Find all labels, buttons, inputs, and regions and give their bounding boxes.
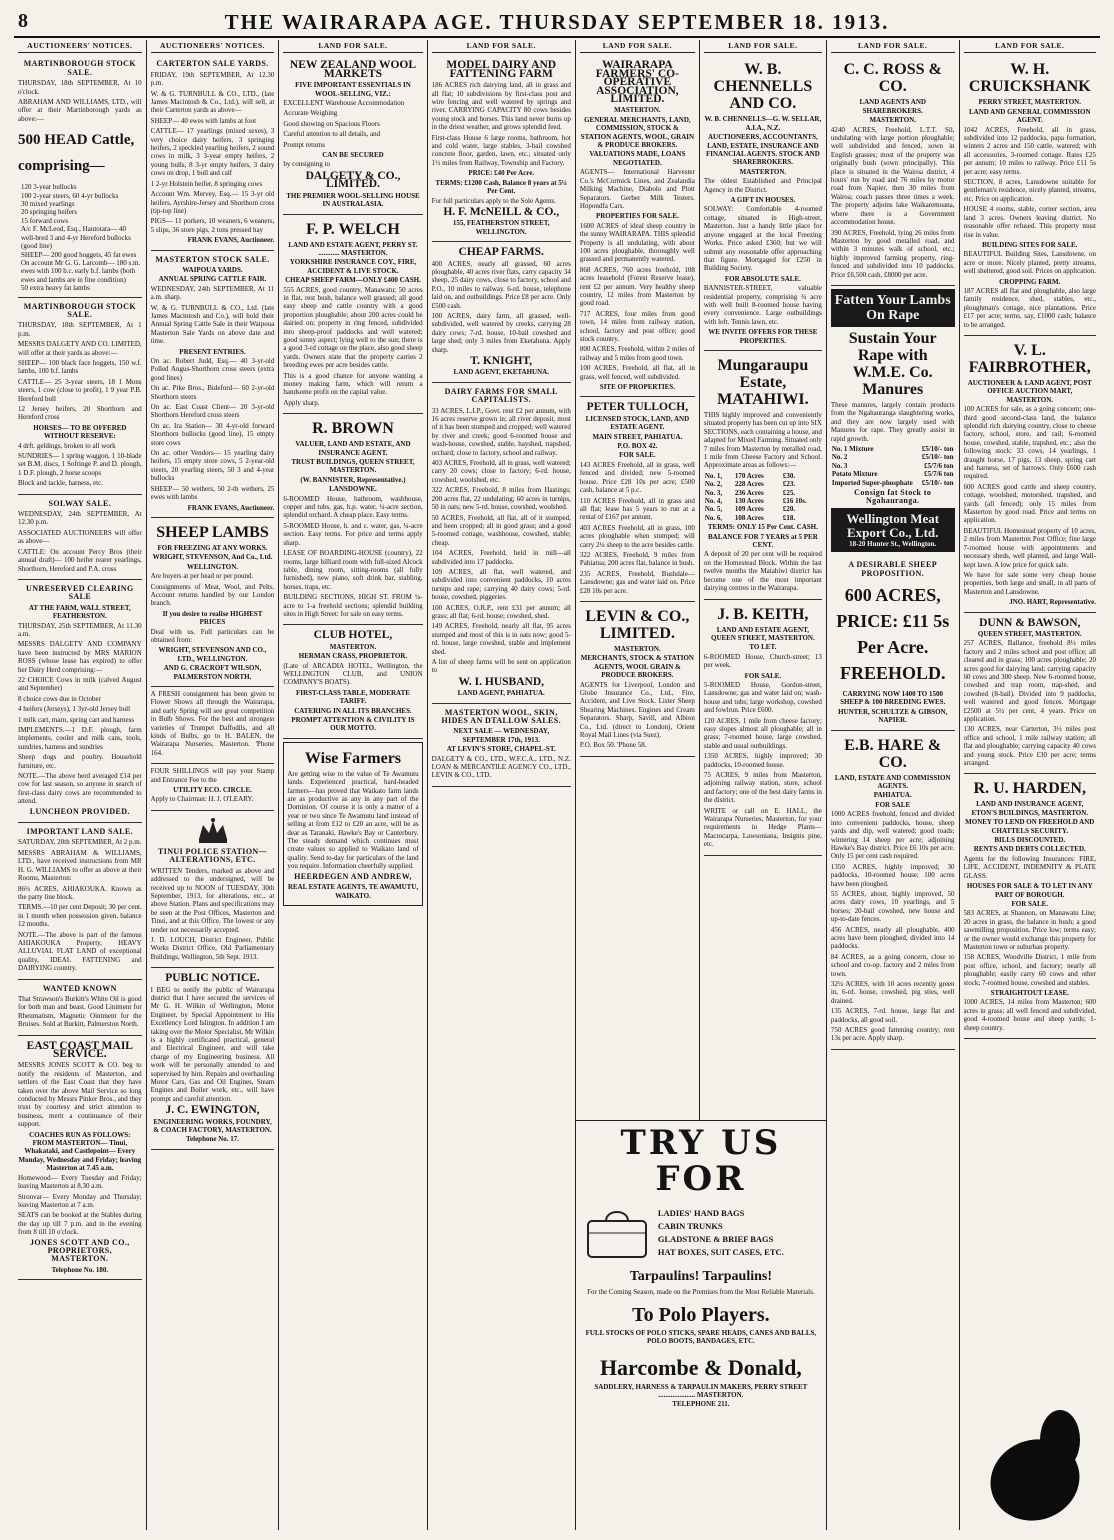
masthead <box>14 10 1100 38</box>
ad-wanted-known: WANTED KNOWN That Strawson's Burkitt's White Oil is good for both man and beast. Good Liniment for Rheumatism, Magnetic Ointment for the Bruises. Sold at Burkitt, Palmerston North. <box>18 980 142 1036</box>
ad-title: MARTINBOROUGH STOCK SALE. <box>23 59 136 77</box>
table-row <box>704 505 822 513</box>
column-1 <box>14 40 147 1530</box>
ad-tinui-police: TINUI POLICE STATION—ALTERATIONS, ETC. WRITTEN Tenders, marked as above and addressed to the undersigned, will be received up to NOON of TUESDAY, 30th September, 1913, for alterations, etc., at above Station. Plans and specifications may be seen at the Post Offices, Masterton and Tinui, and at this Office. The lowest or any tender not necessarily accepted. J. D. LOUCH, District Engineer, Public Works District Office, Old Parliamentary Buildings, Wellington, 5th Sept. 1913. <box>151 811 275 968</box>
ad-title: PUBLIC NOTICE. <box>165 972 260 985</box>
table-cell: No. 1, <box>704 471 723 480</box>
ad-title: W. B. CHENNELLS AND CO. <box>713 61 813 113</box>
table-row <box>831 462 955 470</box>
ad-fairbrother: V. L. FAIRBROTHER, AUCTIONEER & LAND AGENT, POST OFFICE AUCTION MART, MASTERTON. 100 ACRES for sale, as a going concern; one-third good second-class land, the balance splendid rich dairying country, close to cheese factory, school, store, and rail; 6-roomed house, cowshed, stable, trapshed, etc.; also the following stock: 33 cows, 14 yearlings, 1 draught horse, 17 pigs, 13 sheep, spring cart and harness, set of harrows. Only £600 cash required. 600 ACRES good cattle and sheep country, cottage, woolshed, motorshed, trapshed, and yards (all fenced); only 15 miles from Masterton by good road. Price and terms on application. BEAUTIFUL Homestead property of 10 acres, 2 miles from Masterton Post Office; fine large 7-roomed house with appointments and necessary sheds, well planted, and large Wall-kept lawn. A low price for quick sale. We have for sale some very cheap house properties, both large and small, in all parts of Masterton and Lansdowne. JNO. HART, Representative. <box>964 336 1096 613</box>
column-heading: LAND FOR SALE. <box>432 40 571 53</box>
ad-title: WAIRARAPA FARMERS' CO-OPERATIVE ASSOCIATION, LIMITED. <box>595 59 679 106</box>
ad-clearing-sale: UNRESERVED CLEARING SALE AT THE FARM, WALL STREET, FEATHERSTON. THURSDAY, 25th SEPTEMBER, At 11.30 a.m. MESSRS DALGETY AND COMPANY have been instructed by MRS MARION ROSS (whose lease has expired) to offer her Dairy Herd comprising:— 22 CHOICE Cows in milk (calved August and September) 8 choice cows due in October 4 heifers (Jerseys), 1 3yr-old Jersey bull 1 milk cart, marn, spring cart and harness IMPLEMENTS.—1 D.F. plough, farm implements, cooler and milk cans, tools, sundries, harness and sundries Sheep dogs and poultry. Household furniture, etc. NOTE.—The above herd averaged £14 per cow for last season, so anyone in search of first-class dairy cows are recommended to attend. LUNCHEON PROVIDED. <box>18 580 142 823</box>
table-cell: 130 Acres <box>734 497 764 506</box>
ad-title: SHEEP LAMBS <box>156 523 269 541</box>
table-cell: Imported Super-phosphate <box>831 478 913 487</box>
ad-utility-circle: FOUR SHILLINGS will pay your Stamp and Entrance Fee to the UTILITY ECO. CIRCLE. Apply to Chairman: H. J. O'LEARY. <box>151 764 275 811</box>
ad-title: W. H. CRUICKSHANK <box>968 61 1091 96</box>
ad-carterton-sale-yards: CARTERTON SALE YARDS. FRIDAY, 19th SEPTEMBER, At 12.30 p.m. W. & G. TURNBULL & CO., LTD., (late James Macintosh & Co., Ltd.), will sell, at their Carterton yards as above— SHEEP— 40 ewes with lambs at foot CATTLE— 17 yearlings (mixed sexes), 3 very choice dairy heifers, 3 springing heifers, 2 speckled yearling heifers, 2 sound cows in milk, 3 3-year empty heifers, 2 young bulls, 8 3-yr empty heifers, 3 dairy cows on drop, 1 bull and calf 1 2-yr Holstein heifer, 8 springing cows Account Wm. Mervey, Esq.— 15 3-yr old heifers, Ayrshire-Jersey and Shorthorn cross (tip-top line) PIGS— 11 porkers, 10 weaners, 6 weaners, 5 slips, 36 store pigs, 2 tons pressed hay FRANK EVANS, Auctioneer. <box>151 55 275 250</box>
newspaper-title: THE WAIRARAPA AGE. THURSDAY SEPTEMBER 18. 1913. <box>224 10 890 34</box>
table-cell: £30. <box>782 471 796 480</box>
ad-jb-keith: J. B. KEITH, LAND AND ESTATE AGENT, QUEEN STREET, MASTERTON. TO LET. 6-ROOMED House, Church-street; 13 per week. FOR SALE. 5-ROOMED House, Gordon-street, Lansdowne; gas and water laid on; wash-house and tubs; large workshop, cowshed and fowlrun. Price £600. 120 ACRES, 1 mile from cheese factory; easy slopes almost all ploughable; all in grass; 7-roomed house, large cowshed, stable and usual outbuildings. 1350 ACRES, highly improved; 30 paddocks, 10-roomed house. 75 ACRES, 9 miles from Masterton, adjoining railway station, store, school and factory; one of the best dairy farms in the district. WRITE or call on E. HALL, the Wairarapa Nurseries, Masterton, for your requirements in Hedge Plants—Macrocarpa, Lawsoniana, Insignis pine, etc. <box>704 600 822 856</box>
ad-chennells: W. B. CHENNELLS AND CO. W. B. CHENNELLS—G. W. SELLAR, A.I.A., N.Z. AUCTIONEERS, ACCOUNTANTS, LAND, ESTATE, INSURANCE AND FINANCIAL AGENTS. STOCK AND SHAREBROKERS. MASTERTON. The oldest Established and Principal Agency in the District. A GIFT IN HOUSES. SOLWAY: Comfortable 4-roomed cottage, situated in High-street, Masterton. Just a handy little place for anyone engaged at the local Freezing Works. Price asked £360; but we will submit any reasonable offer approaching that figure. Mortgaged for £250 in Building Society. FOR ABSOLUTE SALE. BANNISTER-STREET, valuable residential property, comprising ¾ acre with well built 8-roomed house having every convenience. Large outbuildings with loft. Tennis lawn, etc. WE INVITE OFFERS FOR THESE PROPERTIES. <box>704 55 822 351</box>
ad-cc-ross: C. C. ROSS & CO. LAND AGENTS AND SHAREBROKERS. MASTERTON. 4240 ACRES, Freehold, L.T.T. Sil, undulating with large portion ploughable; well subdivided and fenced, sown in English grasses; most of the property was originally bush (sown principally). This place is situated in the Wairoa district, 4 hours' run by road and 76 miles by motor road from Napier, then 30 miles from Wairoa; coach passes three times a week. The property adjoins lake Waikaremoana, where there is a Government accommodation house. 390 ACRES, Freehold, lying 26 miles from Masterton by good metalled road, and within 3 minutes walk of school, etc.; highly improved farming property, ring-fenced and subdivided into 10 paddocks. Price £6,500 cash, £8000 per acre. <box>831 55 955 286</box>
table-row <box>704 514 822 522</box>
table-row <box>704 489 822 497</box>
ad-fp-welch: F. P. WELCH LAND AND ESTATE AGENT, PERRY ST. ............ MASTERTON. YORKSHIRE INSURANCE COY., FIRE, ACCIDENT & LIVE STOCK. CHEAP SHEEP FARM—ONLY £400 CASH. 555 ACRES, good country, Manawatu; 50 acres in flat, rest bush, balance well grassed; all good easy sheep and cattle country with a good proportion ploughable; about 200 acres could be dairied on; property in ring fenced, subdivided into sheep-proof paddocks and well watered; good sunny aspect; lying well to the sun; there is a good 3-rd cottage on the place, also good sheep yards. Owners state that the property carries 2 breeding ewes per acre besides cattle. This is a good chance for anyone wanting a money making farm, which will return a handsome profit on the capital value. Apply sharp. <box>283 215 422 415</box>
ad-sheep-lambs: SHEEP LAMBS FOR FREEZING AT ANY WORKS. WRIGHT, STEVENSON, And Co., Ltd. WELLINGTON. Are buyers at per head or per pound. Consignments of Meat, Wool, and Pelts. Account returns handled by our London branch. If you desire to realise HIGHEST PRICES Deal with us. Full particulars can be obtained from: WRIGHT, STEVENSON AND CO., LTD., WELLINGTON. AND G. CRACROFT WILSON, PALMERSTON NORTH. <box>151 518 275 687</box>
table-cell: £23. <box>782 480 796 489</box>
table-cell: £25. <box>782 488 796 497</box>
ad-title: EAST COAST MAIL SERVICE. <box>26 1039 133 1060</box>
ad-title: NEW ZEALAND WOOL MARKETS <box>289 59 417 80</box>
ad-title: CLUB HOTEL, <box>313 629 393 642</box>
ad-title: CHEAP FARMS. <box>458 246 544 259</box>
table-cell: £18. <box>782 513 796 522</box>
ad-title: LUNCHEON PROVIDED. <box>29 806 130 816</box>
column-heading: LAND FOR SALE. <box>704 40 822 53</box>
column-heading: AUCTIONEERS' NOTICES. <box>151 40 275 53</box>
table-row <box>704 472 822 480</box>
ad-land-sale: IMPORTANT LAND SALE. SATURDAY, 20th SEPTEMBER, At 2 p.m. MESSRS ABRAHAM & WILLIAMS, LTD., have received instructions from MR H. G. WILLIAMS to offer as above at their Rooms, Masterton: 86½ ACRES, AHIAKOUKA. Known as the party line block. TERMS.—10 per cent Deposit; 30 per cent. in 1 month when possession given, balance 12 months. NOTE.—The above is part of the famous AHIAKOUKA Property, HEAVY ALLUVIAL FLAT LAND of exceptional quality, IDEAL FATTENING and DAIRYING country. <box>18 823 142 980</box>
column-heading: LAND FOR SALE. <box>831 40 955 53</box>
table-cell: £5/7/6 ton <box>924 470 954 479</box>
try-us-headline: TRY US FOR <box>620 1123 782 1199</box>
ad-title: MARTINBOROUGH STOCK SALE. <box>23 301 136 319</box>
ad-title: F. P. WELCH <box>306 220 400 238</box>
ad-title: DAIRY FARMS FOR SMALL CAPITALISTS. <box>444 386 558 405</box>
column-5 <box>576 40 700 1120</box>
ad-east-coast-mail: EAST COAST MAIL SERVICE. MESSRS JONES SCOTT & CO. beg to notify the residents of Masterton, and settlers of the East Coast that they have taken over the above Mail Service so long conducted by Messrs Pinker Bros., and they trust by courtesy and strict attention to business, merit a continuance of their support. COACHES RUN AS FOLLOWS: FROM MASTERTON— Tinui, Whakataki, and Castlepoint— Every Monday, Wednesday and Friday; leaving Masterton at 7.45 a.m. Homewood— Every Tuesday and Friday; leaving Masterton at 8.30 a.m. Stronvar— Every Monday and Thursday; leaving Masterton at 7 a.m. SEATS can be booked at the Stables during the day up till 7 p.m. and in the evening from 8 till 10 o'clock. JONES SCOTT AND CO., PROPRIETORS, MASTERTON. Telephone No. 180. <box>18 1036 142 1281</box>
column-3 <box>279 40 427 1530</box>
table-cell: £5/10/- ton <box>921 444 954 453</box>
ad-tarpaulins: TRY US FOR LADIES' HAND BAGS CABIN TRUNKS GLADSTONE & BRIEF BAGS HAT BOXES, SUIT CASES, ETC. Tarpaulins! Tarpaulins! For the Coming Season, made on the Premises from the Most Reliable Materials. To Polo Players. FULL STOCKS OF POLO STICKS, SPARE HEADS, CANES AND BALLS, POLO BOOTS, BANDAGES, ETC. Harcombe & Donald, SADDLERY, HARNESS & TARPAULIN MAKERS, PERRY STREET ..................... MASTERTON. TELEPHONE 211. <box>576 1120 826 1530</box>
ad-title: MODEL DAIRY AND FATTENING FARM <box>446 59 557 80</box>
table-cell: £5/10/- ton <box>921 453 954 462</box>
ad-wairarapa-farmers: WAIRARAPA FARMERS' CO-OPERATIVE ASSOCIATION, LIMITED. MASTERTON. GENERAL MERCHANTS, LAND, COMMISSION, STOCK & STATION AGENTS, WOOL, GRAIN & PRODUCE BROKERS. VALUATIONS MADE, LOANS NEGOTIATED. AGENTS— International Harvester Co.'s McCormick Lines, and Zealandia Milking Machine, Diabolo and Plott Separators. Gerber Milk Testers. Hopondfa Cars. PROPERTIES FOR SALE. 1600 ACRES of ideal sheep country in the sunny WAIRARAPA. THIS splendid Property is all undulating, with about 100 acres ploughable, thoroughly well grassed and permanently watered. 868 ACRES, 760 acres freehold, 108 acres leasehold (Forest Reserve lease), rent £2 per annum. Very healthy sheep country, 12 miles from Masterton by good road. 717 ACRES, four miles from good town, 14 miles from railway station, school, factory and post office; good stock country. 800 ACRES, Freehold, within 2 miles of railway and 5 miles from good town. 100 ACRES, Freehold, all flat, all in grass, well fenced, well subdivided. SITE OF PROPERTIES. <box>580 55 695 397</box>
table-row <box>831 453 955 461</box>
ad-title: TINUI POLICE STATION—ALTERATIONS, ETC. <box>158 846 268 865</box>
ad-club-hotel: CLUB HOTEL, MASTERTON. HERMAN CRASS, PROPRIETOR. (Late of ARCADIA HOTEL, Wellington, the WELLINGTON CLUB, and UNION COMPANY'S BOATS). FIRST-CLASS TABLE, MODERATE TARIFF. CATERING IN ALL ITS BRANCHES. PROMPT ATTENTION & CIVILITY IS OUR MOTTO. <box>283 625 422 738</box>
ad-sheep-proposition: A DESIRABLE SHEEP PROPOSITION. 600 ACRES, PRICE: £11 5s Per Acre. FREEHOLD. CARRYING NOW 1400 TO 1500 SHEEP & 100 BREEDING EWES. HUNTER, SCHULTZE & GIBSON, NAPIER. <box>831 556 955 730</box>
ad-wool-markets: NEW ZEALAND WOOL MARKETS FIVE IMPORTANT ESSENTIALS IN WOOL-SELLING, VIZ.: EXCELLENT Warehouse Accommodation Accurate Weighing Good showing on Spacious Floors Careful attention to all details, and Prompt returns CAN BE SECURED by consigning to DALGETY & CO., LIMITED. THE PREMIER WOOL-SELLING HOUSE IN AUSTRALASIA. <box>283 55 422 214</box>
table-cell: 170 Acres <box>734 471 764 480</box>
table-cell: £5/10/- ton <box>921 478 954 487</box>
table-row <box>831 479 955 487</box>
ad-levin-co: LEVIN & CO., LIMITED. MASTERTON. MERCHANTS, STOCK & STATION AGENTS, WOOL GRAIN & PRODUCE BROKERS. AGENTS for Liverpool, London and Globe Insurance Co., Ltd., Fire, Accident, and Live Stock. Lister Sheep Shearing Machines. Engines and Cream Separators. Sharp, Savill, and Albion Co., Ltd. (direct to London), Orient Royal Mail Lines (via Suez). P.O. Box 50. 'Phone 58. <box>580 602 695 757</box>
table-cell: Potato Mixture <box>831 470 878 479</box>
ad-title: SOLWAY SALE. <box>48 498 112 508</box>
column-heading: LAND FOR SALE. <box>580 40 695 53</box>
bag-icon <box>582 1203 652 1263</box>
ad-harden: R. U. HARDEN, LAND AND INSURANCE AGENT, ETON'S BUILDINGS, MASTERTON. MONEY TO LEND ON FREEHOLD AND CHATTELS SECURITY. BILLS DISCOUNTED. RENTS AND DEBTS COLLECTED. Agents for the following Insurances: FIRE, LIFE, ACCIDENT, INDEMNITY & PLATE GLASS. HOUSES FOR SALE & TO LET IN ANY PART OF BOROUGH. FOR SALE. 583 ACRES, at Shannon, on Manawatu Line; 20 acres in grass, the balance in bush; a good sawmilling proposition. Price low; terms easy; or the owner would exchange this property for Masterton town or suburban property. 158 ACRES, Woodville District, 1 mile from post office, school, and factory; nearly all ploughable; easily carry 60 cows and other stock; 7-roomed house, cowshed and stables. STRAIGHTOUT LEASE. 1000 ACRES, 14 miles from Masterton; 600 acres in grass; all well fenced and subdivided, good 4-roomed house and sheep yards; 1-sheep country. <box>964 774 1096 1039</box>
table-cell: 236 Acres <box>734 488 764 497</box>
table-cell: 109 Acres <box>734 505 764 514</box>
table-cell: £20. <box>782 505 796 514</box>
ad-title: Wise Farmers <box>304 749 402 767</box>
table-row <box>831 470 955 478</box>
ad-title: PETER TULLOCH, <box>586 401 689 414</box>
column-4 <box>428 40 576 1530</box>
columns-5-6 <box>576 40 827 1530</box>
ad-wise-farmers: Wise Farmers Are getting wise to the value of Te Awamutu lands. Experienced practical, hard-headed farmers—has proved that Waikato farm lands are as productive as any in any part of the Dominion. Of course it is only a matter of a year or two since Te Awamutu land instead of selling at from £12 to £20 an acre, will be as dear as Taranaki, Hawke's Bay or Canterbury. The steady demand which continues must create values so applied to Waikato land of quality. Send to-day for particulars of the land you require. Information cheerfully supplied. HEERDEGEN AND ANDREW, REAL ESTATE AGENTS, TE AWAMUTU, WAIKATO. <box>283 742 422 906</box>
table-row <box>831 445 955 453</box>
ad-title: J. B. KEITH, <box>717 605 809 623</box>
ad-title: DUNN & BAWSON, <box>979 616 1081 629</box>
crown-logo-icon <box>193 817 233 845</box>
table-cell: £16 10s. <box>782 497 807 506</box>
ad-title: V. L. FAIRBROTHER, <box>968 341 1091 376</box>
ad-model-dairy-farm: MODEL DAIRY AND FATTENING FARM 186 ACRES rich dairying land, all in grass and all flat; 10 subdivisions by first-class post and wire fencing and well watered by springs and river. CARRYING CAPACITY 80 cows besides young stock and horses. This land never burns up in the driest weather, and grows splendid feed. First-class House 6 large rooms, bathroom, hot and cold water, large stables, 3-bail cowshed concrete floor, garden, lawn, etc.; situated only 1½ miles from Railway, Township and Factory. PRICE: £40 Per Acre. TERMS: £1200 Cash, Balance 8 years at 5¼ Per Cent. For full particulars apply to the Sole Agents. H. F. McNEILL & CO., 155, FEATHERSTON STREET, WELLINGTON. <box>432 55 571 242</box>
ad-martinborough-stock-1: MARTINBOROUGH STOCK SALE. THURSDAY, 18th SEPTEMBER, At 10 o'clock. ABRAHAM AND WILLIAMS, LTD., will offer at their Martinborough yards as above:— 500 HEAD Cattle, comprising— 120 3-year bullocks 100 2-year steers, 60 4-yr bullocks 30 mixed yearlings 20 springing heifers 15 forward cows A/c F. McLeod, Esq., Hautotara— 40 well-bred 3 and 4-yr Hereford bullocks (good line) SHEEP— 200 good hoggets, 45 fat ewes On account Mr G. G. Larcomb— 180 s.m. ewes with 100 b.c. early b.f. lambs (both ewes and lambs are in fine condition) 50 extra heavy fat lambs <box>18 55 142 297</box>
ad-wool-skin-sales: MASTERTON WOOL, SKIN, HIDES AN DTALLOW SALES. NEXT SALE — WEDNESDAY, SEPTEMBER 17th, 1913. AT LEVIN'S STORE, CHAPEL-ST. DALGETY & CO., LTD., W.F.C.A., LTD., N.Z. LOAN & MERCANTILE AGENCY CO., LTD., LEVIN & CO., LTD. <box>432 704 571 787</box>
table-row <box>704 497 822 505</box>
columns <box>14 40 1100 1530</box>
column-6 <box>700 40 826 1120</box>
ad-title: E.B. HARE & CO. <box>844 736 942 771</box>
ad-peter-tulloch: PETER TULLOCH, LICENSED STOCK, LAND, AND ESTATE AGENT. MAIN STREET, PAHIATUA. P.O. BOX 42. FOR SALE. 143 ACRES Freehold, all in grass, well fenced and divided; new 5-roomed house. Price £28 10s per acre; £500 cash, balance at 5 p.c. 110 ACRES Freehold, all in grass and all flat; lease has 5 years to run at a rental of £167 per annum. 403 ACRES Freehold, all in grass, 100 acres ploughable when stumped; will carry 2¼ sheep to the acre besides cattle. 322 ACRES, Freehold, 9 miles from Pahiatua; 200 acres flat, balance in bush. 235 ACRES, Freehold, Bushdale—Lansdowne; gas and water laid on. Price £28 10s per acre. <box>580 397 695 602</box>
table-cell: No. 1 Mixture <box>831 444 874 453</box>
ad-title: R. BROWN <box>312 420 394 438</box>
ad-cruickshank: W. H. CRUICKSHANK PERRY STREET, MASTERTON. LAND AND GENERAL COMMISSION AGENT. 1042 ACRES, Freehold, all in grass, subdivided into 12 paddocks, papa formation, winters 2 acres and 150 cattle, watered; with all accessories, 3-roomed cottage. Rates £25 per annum; 10 miles to railway. Price £11 5s per acre; easy terms. SECTION, 8 acres, Lansdowne suitable for gentleman's residence, nicely planted, streams, etc. Price on application. HOUSE 4 rooms, stable, corner section, area land 3 acres. Owners leaving district. No reasonable offer refused. This property must rise in value. BUILDING SITES FOR SALE. BEAUTIFUL Building Sites, Lansdowne, on acre or more. Nicely planted, pretty streams, well sheltered, good soil. Prices on application. CROPPING FARM. 187 ACRES all flat and ploughable, also large family residence, shed, stables, etc., ploughman's cottage, nice plantations. Price £17 per acre; terms, say, £1000 cash; balance to be arranged. <box>964 55 1096 336</box>
ad-title: CARTERTON SALE YARDS. <box>156 59 269 69</box>
table-cell: No. 6, <box>704 513 723 522</box>
ad-eb-hare: E.B. HARE & CO. LAND, ESTATE AND COMMISSION AGENTS. PAHIATUA. FOR SALE 1000 ACRES freehold, fenced and divided into convenient paddocks, house, sheep yards and dip, well watered; good roads; wintering 14 sheep per acre; adjoining Hawke's Bay district. Price £6 10s per acre. Only 15 per cent cash required. 1350 ACRES, highly improved; 30 paddocks, 10-roomed house; 100 acres have been ploughed. 55 ACRES, about, highly improved, 50 acres dairy cows, 10 yearlings, and 5 horses; 20-bail cowshed, new house and up-to-date fences. 456 ACRES, nearly all ploughable, 400 acres have been ploughed, divided into 14 paddocks. 84 ACRES, as a going concern, close to school and co-op. factory and 2 miles from town. 32¼ ACRES, with 10 acres recently green in, 6-rd. house, cowshed, pig sties, well drained. 135 ACRES, 7-rd. house, large flat and paddocks, all good soil. 750 ACRES good fattening country; rent 13s per acre. Apply sharp. <box>831 731 955 1050</box>
table-cell: No. 3, <box>704 488 723 497</box>
ad-fatten-lambs: Fatten Your Lambs On Rape Sustain Your Rape with W.M.E. Co. Manures These manures, largely contain products from the Ngahauranga slaughtering works, and they are now largely used with Manures for rape. They greatly assist in rapid growth. No. 1 Mixture £5/10/- ton No. 2 £5/10/- ton No. 3 £5/7/6 ton Potato Mixture £5/7/6 ton Imported Super-phosphate £5/10/- ton Consign fat Stock to Ngahauranga. Wellington Meat Export Co., Ltd. 18-20 Hunter St., Wellington. <box>831 286 955 556</box>
ad-title: LEVIN & CO., LIMITED. <box>585 607 690 642</box>
ad-title: IMPORTANT LAND SALE. <box>26 827 133 837</box>
ad-solway-sale: SOLWAY SALE. WEDNESDAY, 24th SEPTEMBER, At 12.30 p.m. ASSOCIATED AUCTIONEERS will offer as above— CATTLE: On account Percy Bros (their annual draft)— 100 heifer rearer yearlings, Shorthorn, Hereford and P.A. cross <box>18 495 142 580</box>
ad-title: WANTED KNOWN <box>42 983 117 993</box>
table-cell: £5/7/6 ton <box>924 461 954 470</box>
table-cell: No. 2 <box>831 453 848 462</box>
column-2 <box>147 40 280 1530</box>
table-cell: No. 2, <box>704 480 723 489</box>
ad-title: A DESIRABLE SHEEP PROPOSITION. <box>848 560 938 578</box>
ink-blot-icon <box>1040 1410 1080 1470</box>
ad-masterton-stock-sale: MASTERTON STOCK SALE. WAIPOUA YARDS. ANNUAL SPRING CATTLE FAIR. WEDNESDAY, 24th SEPTEMBER, At 11 a.m. sharp. W. & G. TURNBULL & CO., Ltd. (late James Macintosh and Co.), will hold their Annual Spring Cattle Sale in their Waipoua Masterton Sale Yards on above date and time. PRESENT ENTRIES. On ac. Robert Judd, Esq.— 40 3-yr-old Polled Angus-Shorthorn cross steers (extra good lines) On ac. Pike Bros., Bideford— 60 2-yr-old Shorthorn steers On ac. East Coast Client— 20 3-yr-old Shorthorn Hereford cross steers On ac. Ira Station— 30 4-yr-old forward Shorthorn bullocks (good line), 15 empty store cows On ac. other Vendors— 15 yearling dairy heifers, 15 empty store cows, 5 2-year-old steers, 20 yearling steers, 50 3 and 4-year bullocks SHEEP— 50 wethers, 50 2-th wethers, 25 ewes with lambs FRANK EVANS, Auctioneer. <box>151 251 275 518</box>
table-cell: No. 5, <box>704 505 723 514</box>
table-cell: 228 Acres <box>734 480 764 489</box>
column-7 <box>827 40 960 1530</box>
ad-dairy-farms-small-capitalists: DAIRY FARMS FOR SMALL CAPITALISTS. 33 ACRES, L.I.P., Govt. rent £2 per annum, with 16 acres reserve grown in; all river deposit, most of it has been stumped and cropped; well watered by river and creek; good 6-roomed house and wash-house, cowshed, stable, hayshed, trapshed, orchard; close to factory, school and railway. 403 ACRES, Freehold, all in grass, well watered; carry 20 cows; close to factory; 6-rd. house, cowshed, woolshed, etc. 322 ACRES, Freehold, 8 miles from Hastings; 200 acres flat, 22 undulating; 60 acres in turnips, 50 in oats; new 5-rd. house, cowshed, woolshed. 50 ACRES, Freehold, all flat, all of it stumped, and been cropped; all in good grass; and a good 5-roomed cottage, washhouse, cowshed, stable; cheap. 104 ACRES, Freehold, held in mill—all subdivided into 17 paddocks. 109 ACRES, all flat, well watered, and subdivided into convenient paddocks, 10 acres turnips and rape; carrying 40 dairy cows; 5-rd. house, cowshed, piggeries. 100 ACRES, O.R.P., rent £31 per annum; all grass; all flat; 6-rd. house; cowshed, shed. 149 ACRES, Freehold, nearly all flat, 95 acres stumped and most of this is in oats now; good 5-rd. house, large cowshed, stable and implement shed. A list of sheep farms will be sent on application to W. I. HUSBAND, LAND AGENT, PAHIATUA. <box>432 383 571 704</box>
ad-title: Fatten Your Lambs On Rape <box>834 292 951 323</box>
ad-title: MASTERTON STOCK SALE. <box>155 254 270 264</box>
ad-dunn-bawson: DUNN & BAWSON, QUEEN STREET, MASTERTON. 257 ACRES, Ballance, freehold 8½ miles factory and 2 miles school and post office; all cleared and in grass; 100 acres ploughable; 20 acres good for dairying land; carrying capacity 60 cows and 300 sheep. New 6-roomed house, cowshed and trap room, trap-shed, and cowshed (8-bail). Divided into 9 paddocks, well watered and good fences. Mortgage £2500 at 5½ per cent, 4 years. Price on application. 130 ACRES, near Carterton, 3½ miles post office and school, 1 mile railway station; all flat and ploughable; carrying capacity 40 cows and young stock. Price £30 per acre; terms arranged. <box>964 613 1096 775</box>
table-row <box>704 480 822 488</box>
ad-martinborough-stock-2: MARTINBOROUGH STOCK SALE. THURSDAY, 18th SEPTEMBER, At 1 p.m. MESSRS DALGETY AND CO. LIMITED, will offer at their yards as above:— SHEEP— 100 black face hoggets, 150 w.f. lambs, 100 b.f. lambs CATTLE— 25 3-year steers, 18 1 Mons steers, 1 cow (close to profit), 1 9 year P.B. Hereford bull 12 Jersey heifers, 20 Shorthorn and Hereford cross HORSES— TO BE OFFERED WITHOUT RESERVE: 4 drft. geldings, broken to all work SUNDRIES— 1 spring waggon, 1 10-blade set B.M. discs, 1 Sofringe P. and D. plough, 1 D.F. plough, 2 horse scoops Block and tackle, harness, etc. <box>18 298 142 495</box>
table-cell: No. 4, <box>704 497 723 506</box>
column-heading: LAND FOR SALE. <box>283 40 422 53</box>
estate-sections-table <box>704 472 822 522</box>
ad-mungaraupu-estate: Mungaraupu Estate, MATAHIWI. THIS highly improved and conveniently situated property has been cut up into SIX SECTIONS, each containing a house, and adapted for Mixed Farming. Situated only 7 miles from Masterton by metalled road, 1 mile from Cheese Factory and School. Approximate areas as follows:— No. 1, 170 Acres £30. No. 2, 228 Acres £23. No. 3, 236 Acres £25. No. 4, 130 Acres £16 10s. No. 5, 109 Acres £20. No. 6, 108 Acres £18. TERMS: ONLY 15 Per Cent. CASH. BALANCE FOR 7 YEARS at 5 PER CENT. A deposit of 20 per cent will be required on the Homestead Block. Within the last twelve months the Matahiwi district has become one of the most important dairying centres in the Wairarapa. <box>704 351 822 600</box>
ad-title: MASTERTON WOOL, SKIN, HIDES AN DTALLOW SALES. <box>441 707 562 726</box>
ad-bulbs: A FRESH consignment has been given to Flower Shows all through the Wairarapa, and early Spring will see great competition in Bulb Shows. For the best and strongest varieties of Trumpet Daffodils, and all kinds of Bulbs, go to H. BALEN, the Wairarapa Nurseries, Masterton. 'Phone 164. <box>151 687 275 764</box>
column-heading: AUCTIONEERS' NOTICES. <box>18 40 142 53</box>
page-number: 8 <box>18 10 28 32</box>
manure-price-table <box>831 445 955 487</box>
ad-title: UNRESERVED CLEARING SALE <box>26 583 134 602</box>
table-cell: No. 3 <box>831 461 848 470</box>
ad-title: Mungaraupu Estate, MATAHIWI. <box>717 356 809 408</box>
ad-public-notice: PUBLIC NOTICE. I BEG to notify the public of Wairarapa district that I have secured the services of Mr G. H. Wilkin of Wellington, Motor Engineer, by Special Appointment to His Excellency Lord Islington. In addition I am taking over the Motor Specialist, Mr Wilkin is a highly certificated practical, general and Electrical Engineer, and will take charge of my Engineering business. All work will be personally attended to and supervised by him. Repairs and overhauling Motor Cars, Gas and Oil Engines, Steam Engines and Boiler work, etc., will have prompt and careful attention. J. C. EWINGTON, ENGINEERING WORKS, FOUNDRY, & COACH FACTORY, MASTERTON. Telephone No. 17. <box>151 968 275 1150</box>
ad-title: R. U. HARDEN, <box>973 780 1086 798</box>
column-8 <box>960 40 1100 1530</box>
column-heading: LAND FOR SALE. <box>964 40 1096 53</box>
ad-title: C. C. ROSS & CO. <box>843 61 942 96</box>
table-cell: 108 Acres <box>734 513 764 522</box>
ad-cheap-farms: CHEAP FARMS. 400 ACRES, nearly all grassed, 60 acres ploughable, 40 acres river flats, carry capacity 34 sheep, 25 dairy cows, close to factory, school and P.O., 10 miles to railway. 6-rd. house, telephone laid on, and outbuildings. Price £8 per acre. Only £500 cash. 100 ACRES, dairy farm, all grassed, well-subdivided, well watered by creeks, carrying 28 dairy cows; 7-rd. house, 10-bail cowshed and large shed; only 3 miles from Eketahuna. Apply sharp. T. KNIGHT, LAND AGENT, EKETAHUNA. <box>432 242 571 383</box>
ad-r-brown: R. BROWN VALUER, LAND AND ESTATE, AND INSURANCE AGENT. TRUST BUILDINGS, QUEEN STREET, MASTERTON. (W. BANNISTER, Representative.) LANSDOWNE. 6-ROOMED House, bathroom, washhouse, copper and tubs, gas, h.p. water, ¼-acre section, splendid orchard. A cheap place. Easy terms. 5-ROOMED House, h. and c. water, gas, ¼-acre section. Easy terms. For price and terms apply sharp. LEASE OF BOARDING-HOUSE (country), 22 rooms, large billiard room with full-sized Alcock table, dining room, sitting-rooms (all fully furnished), new piano, soft drink bar, stabling, horses, traps, etc. BUILDING SECTIONS, HIGH ST. FROM ¼-acre to 1-a freehold sections; splendid building sites in High Street: for sale on easy terms. <box>283 414 422 625</box>
